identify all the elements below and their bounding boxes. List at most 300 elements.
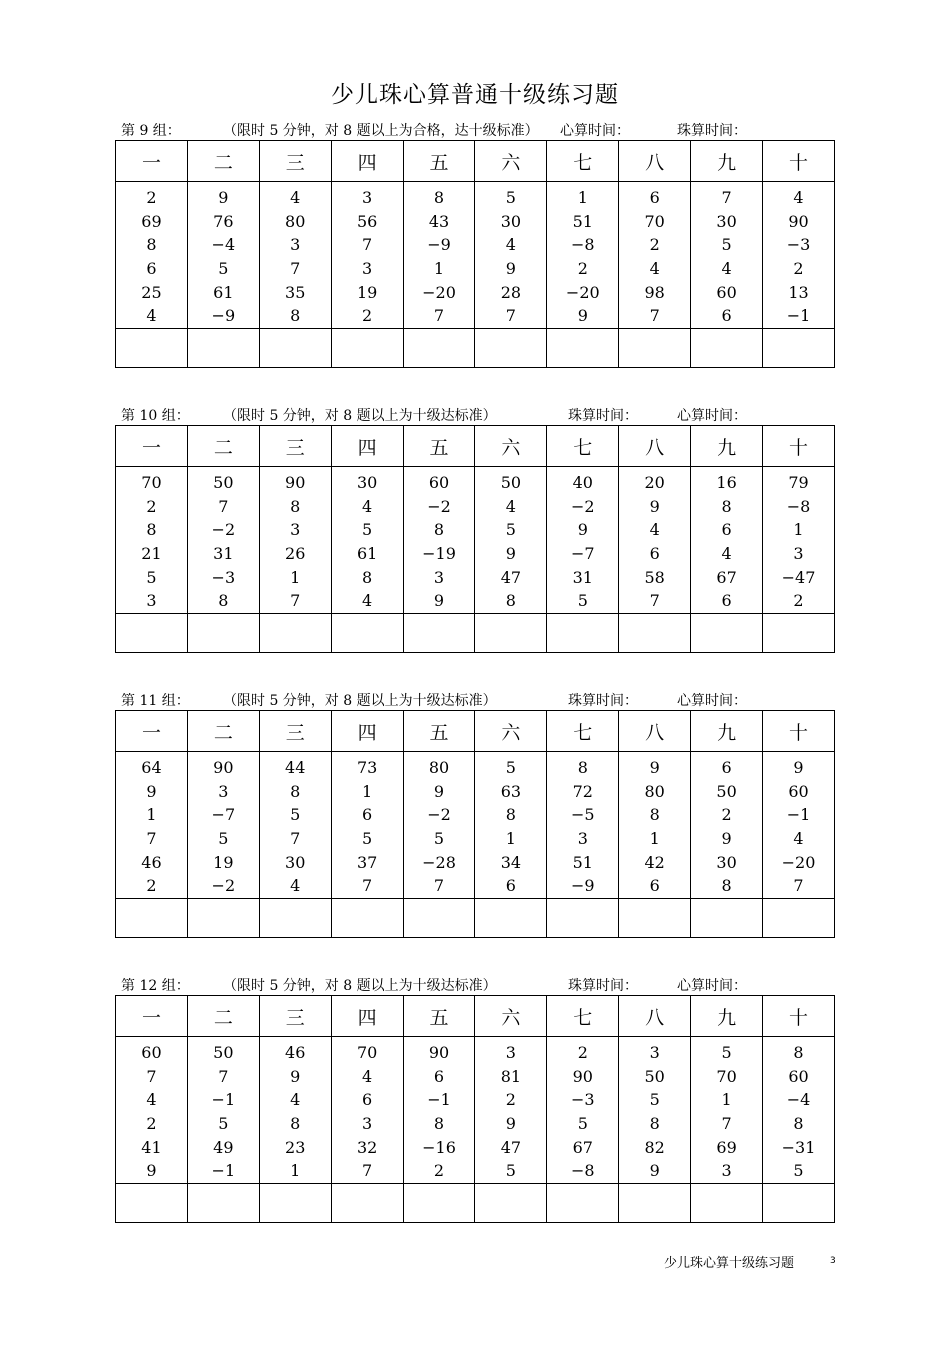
answer-cell[interactable] (475, 899, 547, 938)
problem-cell (331, 1037, 403, 1184)
problem-number: 7 (146, 829, 157, 849)
problem-number: 4 (146, 1090, 157, 1110)
problem-number: 90 (428, 1043, 450, 1062)
group-rule: （限时 5 分钟，对 8 题以上为合格，达十级标准） (223, 123, 539, 139)
problem-number: 43 (428, 211, 450, 231)
problem-number: 1 (146, 805, 157, 825)
answer-cell[interactable] (619, 899, 691, 938)
problem-number: 2 (433, 1161, 445, 1181)
problem-number: 70 (356, 1043, 378, 1062)
problem-number: 7 (290, 259, 301, 279)
problem-number: 6 (721, 520, 732, 540)
answer-cell[interactable] (259, 614, 331, 653)
problem-number: 5 (649, 1090, 660, 1110)
problem-cell (691, 752, 763, 899)
problem-number: −16 (422, 1137, 456, 1157)
problem-cell (403, 182, 475, 329)
problem-cell (763, 182, 835, 329)
problem-number: 19 (213, 852, 234, 872)
answer-cell[interactable] (403, 329, 475, 368)
problem-number: 4 (721, 544, 732, 564)
problem-number: 51 (572, 852, 593, 872)
column-header: 六 (475, 426, 547, 467)
problem-number: −3 (211, 567, 236, 587)
column-header: 九 (691, 141, 763, 182)
problem-number: 8 (793, 1114, 804, 1134)
problem-number: 69 (716, 1137, 737, 1157)
column-header: 三 (259, 711, 331, 752)
column-header: 九 (691, 426, 763, 467)
answer-cell[interactable] (691, 1184, 763, 1223)
answer-cell[interactable] (619, 1184, 691, 1223)
problem-number: −8 (570, 235, 595, 255)
problem-number: 8 (793, 1043, 804, 1062)
problem-number: −8 (786, 496, 811, 516)
problem-number: 70 (644, 211, 665, 231)
problem-number: 8 (290, 1114, 301, 1134)
group-0 (115, 120, 835, 368)
problem-number: 41 (141, 1137, 162, 1157)
answer-cell[interactable] (691, 329, 763, 368)
problem-number: 8 (433, 520, 445, 540)
problem-number: 5 (146, 567, 157, 587)
problem-number: −8 (570, 1161, 595, 1181)
answer-cell[interactable] (475, 329, 547, 368)
problem-number: −5 (570, 805, 595, 825)
problem-number: 47 (500, 567, 522, 587)
problem-number: 6 (649, 544, 660, 564)
group-label: 第 9 组： (121, 123, 181, 139)
answer-cell[interactable] (691, 899, 763, 938)
problem-cell (187, 182, 259, 329)
answer-cell[interactable] (403, 614, 475, 653)
problem-number: 90 (572, 1066, 593, 1086)
column-header: 四 (331, 996, 403, 1037)
problem-number: 9 (649, 758, 660, 777)
problem-number: 64 (141, 758, 162, 777)
problem-number: 4 (793, 188, 804, 207)
problem-number: 9 (649, 496, 660, 516)
problem-table (115, 425, 835, 653)
answer-cell[interactable] (475, 1184, 547, 1223)
problem-cell (116, 467, 188, 614)
problem-number: 9 (505, 259, 516, 279)
problem-number: 5 (362, 829, 373, 849)
problem-number: 3 (721, 1161, 732, 1181)
problem-number: 44 (285, 758, 306, 777)
answer-cell[interactable] (331, 329, 403, 368)
problem-table (115, 140, 835, 368)
problem-number: 7 (793, 876, 804, 896)
column-header: 一 (116, 141, 188, 182)
problem-number: 67 (716, 567, 737, 587)
problem-number: 60 (788, 1066, 809, 1086)
column-header: 八 (619, 426, 691, 467)
column-header: 五 (403, 426, 475, 467)
problem-number: 8 (218, 591, 229, 611)
problem-number: 8 (649, 1114, 660, 1134)
problem-number: 21 (141, 544, 162, 564)
problem-number: −28 (422, 852, 456, 872)
problem-number: 4 (793, 829, 804, 849)
problem-number: 8 (146, 520, 157, 540)
problem-number: 51 (572, 211, 593, 231)
problem-cell (547, 1037, 619, 1184)
problem-cell (116, 752, 188, 899)
problem-number: 23 (285, 1137, 306, 1157)
answer-cell[interactable] (331, 899, 403, 938)
column-header: 二 (187, 426, 259, 467)
problem-number: 7 (649, 306, 660, 326)
column-header: 六 (475, 141, 547, 182)
problem-number: 9 (433, 781, 445, 801)
answer-cell[interactable] (116, 899, 188, 938)
problem-number: 1 (577, 188, 588, 207)
time-label-2: 心算时间： (677, 408, 747, 424)
problem-number: 2 (362, 306, 373, 326)
problem-number: 76 (213, 211, 234, 231)
problem-number: 60 (428, 473, 450, 492)
problem-cell (259, 467, 331, 614)
problem-number: 7 (362, 235, 373, 255)
answer-cell[interactable] (763, 899, 835, 938)
problem-number: 32 (356, 1137, 378, 1157)
problem-cell (619, 182, 691, 329)
column-header: 二 (187, 141, 259, 182)
answer-cell[interactable] (259, 899, 331, 938)
problem-cell (331, 752, 403, 899)
problem-number: −1 (786, 306, 811, 326)
problem-number: 3 (362, 259, 373, 279)
problem-number: 2 (146, 876, 157, 896)
problem-number: 50 (644, 1066, 665, 1086)
problem-number: 34 (500, 852, 522, 872)
problem-number: −9 (570, 876, 595, 896)
problem-cell (475, 467, 547, 614)
problem-cell (187, 752, 259, 899)
problem-number: 5 (721, 1043, 732, 1062)
problem-number: 30 (285, 852, 306, 872)
problem-number: 1 (505, 829, 516, 849)
answer-cell[interactable] (116, 614, 188, 653)
problem-number: 5 (721, 235, 732, 255)
problem-number: 8 (649, 805, 660, 825)
column-header: 八 (619, 141, 691, 182)
problem-number: −2 (427, 496, 451, 516)
problem-number: 9 (505, 544, 516, 564)
problem-number: 37 (356, 852, 378, 872)
problem-number: 4 (505, 496, 516, 516)
answer-cell[interactable] (331, 614, 403, 653)
problem-number: 40 (572, 473, 593, 492)
problem-number: 8 (290, 496, 301, 516)
time-label-1: 珠算时间： (568, 693, 638, 709)
problem-number: 50 (500, 473, 522, 492)
problem-number: 50 (716, 781, 737, 801)
problem-cell (619, 467, 691, 614)
problem-number: −2 (427, 805, 451, 825)
column-header: 三 (259, 996, 331, 1037)
time-label-1: 珠算时间： (568, 408, 638, 424)
column-header: 十 (763, 141, 835, 182)
problem-cell (331, 182, 403, 329)
problem-cell (403, 752, 475, 899)
problem-number: 1 (290, 567, 301, 587)
problem-number: −20 (781, 852, 816, 872)
problem-number: 6 (362, 1090, 373, 1110)
problem-number: 47 (500, 1137, 522, 1157)
problem-number: 7 (433, 876, 445, 896)
problem-cell (763, 1037, 835, 1184)
problem-number: −1 (211, 1090, 236, 1110)
problem-number: 8 (721, 876, 732, 896)
time-label-2: 心算时间： (677, 978, 747, 994)
column-header: 三 (259, 141, 331, 182)
problem-cell (475, 752, 547, 899)
problem-number: −3 (786, 235, 811, 255)
column-header: 四 (331, 141, 403, 182)
problem-number: 82 (644, 1137, 665, 1157)
problem-number: −20 (422, 282, 456, 302)
answer-cell[interactable] (547, 614, 619, 653)
answer-cell[interactable] (763, 329, 835, 368)
problem-number: −31 (781, 1137, 816, 1157)
problem-number: 6 (649, 188, 660, 207)
problem-number: 7 (362, 876, 373, 896)
problem-number: 7 (721, 188, 732, 207)
problem-number: 60 (716, 282, 737, 302)
problem-number: 72 (572, 781, 593, 801)
problem-number: 3 (577, 829, 588, 849)
problem-number: −47 (781, 567, 816, 587)
problem-number: 8 (433, 188, 445, 207)
problem-number: 5 (505, 520, 516, 540)
problem-number: 4 (290, 188, 301, 207)
group-rule: （限时 5 分钟，对 8 题以上为十级达标准） (223, 693, 497, 709)
problem-cell (116, 182, 188, 329)
problem-number: 9 (577, 306, 588, 326)
problem-number: 5 (793, 1161, 804, 1181)
problem-number: 5 (433, 829, 445, 849)
answer-cell[interactable] (187, 1184, 259, 1223)
time-label-2: 心算时间： (677, 693, 747, 709)
problem-number: 80 (644, 781, 665, 801)
problem-number: 2 (577, 259, 588, 279)
problem-number: 1 (721, 1090, 732, 1110)
column-header: 八 (619, 711, 691, 752)
problem-cell (691, 467, 763, 614)
problem-number: 4 (721, 259, 732, 279)
problem-number: 3 (433, 567, 445, 587)
column-header: 十 (763, 711, 835, 752)
problem-number: 2 (649, 235, 660, 255)
answer-cell[interactable] (547, 329, 619, 368)
problem-number: 13 (788, 282, 809, 302)
problem-cell (187, 1037, 259, 1184)
problem-number: 7 (721, 1114, 732, 1134)
group-label: 第 11 组： (121, 693, 190, 709)
problem-number: 67 (572, 1137, 593, 1157)
problem-number: 5 (505, 188, 516, 207)
column-header: 一 (116, 711, 188, 752)
problem-number: 1 (290, 1161, 301, 1181)
problem-number: 8 (290, 781, 301, 801)
problem-number: 4 (290, 1090, 301, 1110)
problem-number: 7 (362, 1161, 373, 1181)
problem-number: 4 (290, 876, 301, 896)
problem-table (115, 710, 835, 938)
problem-number: 2 (505, 1090, 516, 1110)
problem-cell (331, 467, 403, 614)
problem-number: 9 (290, 1066, 301, 1086)
problem-number: 9 (433, 591, 445, 611)
problem-number: 16 (716, 473, 737, 492)
problem-number: 9 (721, 829, 732, 849)
problem-number: 4 (649, 520, 660, 540)
problem-cell (763, 467, 835, 614)
answer-cell[interactable] (187, 899, 259, 938)
problem-number: 3 (649, 1043, 660, 1062)
problem-number: 4 (505, 235, 516, 255)
problem-number: 9 (146, 781, 157, 801)
problem-number: 46 (141, 852, 162, 872)
column-header: 二 (187, 711, 259, 752)
problem-number: 1 (433, 259, 445, 279)
problem-number: 63 (500, 781, 522, 801)
problem-number: 2 (146, 188, 157, 207)
problem-cell (475, 182, 547, 329)
answer-cell[interactable] (259, 329, 331, 368)
answer-cell[interactable] (763, 1184, 835, 1223)
problem-number: 5 (218, 1114, 229, 1134)
problem-cell (475, 1037, 547, 1184)
problem-cell (187, 467, 259, 614)
problem-number: −9 (211, 306, 236, 326)
problem-number: 81 (500, 1066, 522, 1086)
column-header: 七 (547, 141, 619, 182)
column-header: 七 (547, 996, 619, 1037)
answer-cell[interactable] (619, 329, 691, 368)
group-1 (115, 405, 835, 653)
answer-cell[interactable] (763, 614, 835, 653)
problem-number: 28 (500, 282, 522, 302)
problem-table (115, 995, 835, 1223)
problem-number: 7 (218, 496, 229, 516)
answer-cell[interactable] (116, 1184, 188, 1223)
answer-cell[interactable] (331, 1184, 403, 1223)
answer-cell[interactable] (187, 329, 259, 368)
column-header: 六 (475, 711, 547, 752)
problem-number: 26 (285, 544, 306, 564)
column-header: 九 (691, 711, 763, 752)
problem-number: 5 (218, 829, 229, 849)
problem-number: 49 (213, 1137, 234, 1157)
answer-cell[interactable] (691, 614, 763, 653)
problem-number: −1 (211, 1161, 236, 1181)
problem-number: 1 (362, 781, 373, 801)
problem-number: 8 (146, 235, 157, 255)
problem-number: 6 (505, 876, 516, 896)
problem-cell (403, 1037, 475, 1184)
group-rule: （限时 5 分钟，对 8 题以上为十级达标准） (223, 978, 497, 994)
column-header: 六 (475, 996, 547, 1037)
group-header (115, 690, 835, 710)
problem-number: 4 (362, 1066, 373, 1086)
problem-cell (116, 1037, 188, 1184)
problem-number: 9 (146, 1161, 157, 1181)
problem-cell (259, 182, 331, 329)
problem-number: 50 (213, 1043, 234, 1062)
problem-cell (259, 752, 331, 899)
problem-number: 19 (356, 282, 378, 302)
problem-number: 3 (793, 544, 804, 564)
answer-cell[interactable] (403, 899, 475, 938)
problem-number: 6 (721, 758, 732, 777)
problem-number: 2 (721, 805, 732, 825)
problem-number: 60 (141, 1043, 162, 1062)
problem-number: −1 (786, 805, 811, 825)
problem-number: 25 (141, 282, 162, 302)
page-number: 3 (830, 1256, 836, 1266)
problem-number: 8 (362, 567, 373, 587)
column-header: 三 (259, 426, 331, 467)
problem-number: 20 (644, 473, 665, 492)
answer-cell[interactable] (116, 329, 188, 368)
problem-number: 70 (716, 1066, 737, 1086)
problem-number: 7 (649, 591, 660, 611)
problem-number: 7 (290, 591, 301, 611)
problem-number: 7 (218, 1066, 229, 1086)
problem-number: 31 (572, 567, 593, 587)
problem-number: −4 (211, 235, 236, 255)
column-header: 二 (187, 996, 259, 1037)
time-label-2: 珠算时间： (677, 123, 747, 139)
problem-cell (547, 752, 619, 899)
problem-number: 61 (213, 282, 234, 302)
column-header: 八 (619, 996, 691, 1037)
problem-number: 50 (213, 473, 234, 492)
problem-number: 7 (146, 1066, 157, 1086)
group-header (115, 120, 835, 140)
problem-number: 7 (505, 306, 516, 326)
problem-number: −2 (211, 876, 236, 896)
problem-number: 4 (649, 259, 660, 279)
problem-number: 2 (577, 1043, 588, 1062)
problem-number: 6 (146, 259, 157, 279)
answer-cell[interactable] (259, 1184, 331, 1223)
answer-cell[interactable] (475, 614, 547, 653)
problem-number: 6 (362, 805, 373, 825)
problem-number: 30 (356, 473, 378, 492)
answer-cell[interactable] (619, 614, 691, 653)
problem-number: 8 (290, 306, 301, 326)
answer-cell[interactable] (547, 899, 619, 938)
problem-number: 42 (644, 852, 665, 872)
problem-cell (763, 752, 835, 899)
answer-cell[interactable] (403, 1184, 475, 1223)
problem-number: 9 (649, 1161, 660, 1181)
time-label-1: 珠算时间： (568, 978, 638, 994)
problem-number: 9 (577, 520, 588, 540)
column-header: 五 (403, 711, 475, 752)
problem-number: 46 (285, 1043, 306, 1062)
problem-number: 4 (362, 496, 373, 516)
answer-cell[interactable] (187, 614, 259, 653)
problem-cell (619, 1037, 691, 1184)
time-label-1: 心算时间： (560, 123, 630, 139)
answer-cell[interactable] (547, 1184, 619, 1223)
problem-number: −19 (422, 544, 456, 564)
